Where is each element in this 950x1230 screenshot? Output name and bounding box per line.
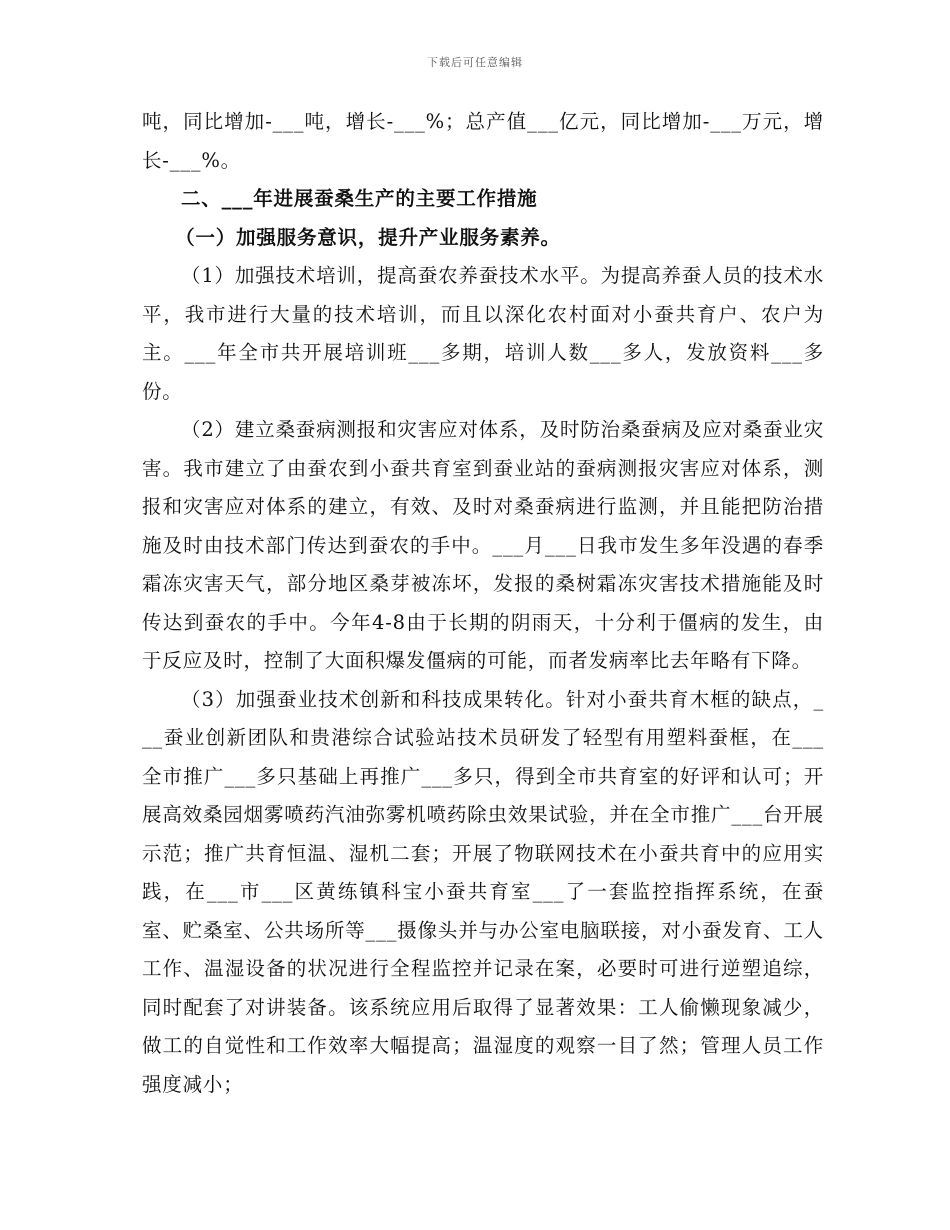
document-body: [142, 103, 824, 1104]
paragraph-technology-innovation: （3）加强蚕业技术创新和科技成果转化。针对小蚕共育木框的缺点，___蚕业创新团队和贵港综合试验站技术员研发了轻型有用塑料蚕框，在___全市推广___多只基础上再推广___多只，得到全市共育室的好评和认可；开展高效桑园烟雾喷药汽油弥雾机喷药除虫效果试验，并在全市推广___台开展示范；推广共育恒温、湿机二套；开展了物联网技术在小蚕共育中的应用实践，在___市___区黄练镇科宝小蚕共育室___了一套监控指挥系统，在蚕室、贮桑室、公共场所等___摄像头并与办公室电脑联接，对小蚕发育、工人工作、温湿设备的状况进行全程监控并记录在案，必要时可进行逆塑追综，同时配套了对讲装备。该系统应用后取得了显著效果：工人偷懒现象减少，做工的自觉性和工作效率大幅提高；温湿度的观察一目了然；管理人员工作强度减小；: [142, 687, 824, 1096]
paragraph-technical-training: （1）加强技术培训，提高蚕农养蚕技术水平。为提高养蚕人员的技术水平，我市进行大量的技术培训，而且以深化农村面对小蚕共育户、农户为主。___年全市共开展培训班___多期，培训人数___多人，发放资料___多份。: [142, 264, 824, 403]
continued-paragraph: 吨，同比增加-___吨，增长-___%；总产值___亿元，同比增加-___万元，增长-___%。: [142, 110, 824, 172]
subsection-heading: （一）加强服务意识，提升产业服务素养。: [175, 225, 561, 249]
section-heading: 二、___年进展蚕桑生产的主要工作措施: [181, 187, 538, 210]
page-header-note: 下载后可任意编辑: [427, 56, 523, 69]
paragraph-disease-monitoring: （2）建立桑蚕病测报和灾害应对体系，及时防治桑蚕病及应对桑蚕业灾害。我市建立了由蚕农到小蚕共育室到蚕业站的蚕病测报灾害应对体系，测报和灾害应对体系的建立，有效、及时对桑蚕病进行监测，并且能把防治措施及时由技术部门传达到蚕农的手中。___月___日我市发生多年没遇的春季霜冻灾害天气，部分地区桑芽被冻坏，发报的桑树霜冻灾害技术措施能及时传达到蚕农的手中。今年4-8由于长期的阴雨天，十分利于僵病的发生，由于反应及时，控制了大面积爆发僵病的可能，而者发病率比去年略有下降。: [142, 418, 824, 672]
